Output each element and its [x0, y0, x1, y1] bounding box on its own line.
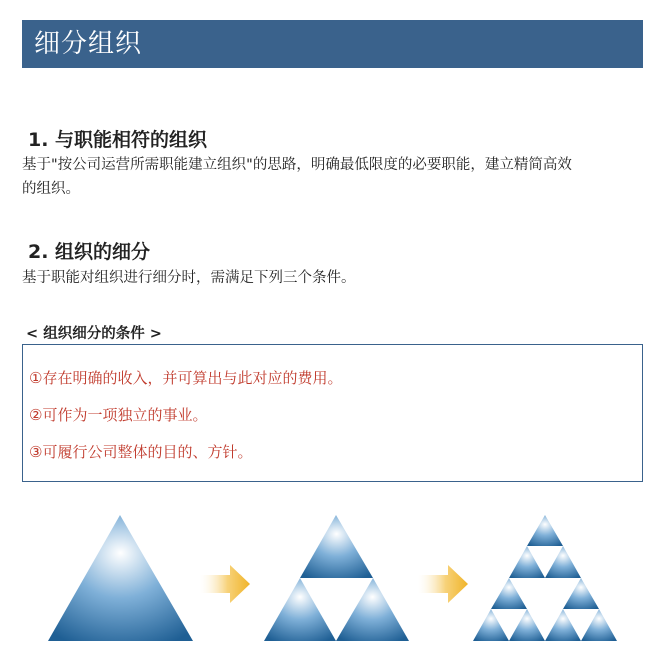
triangle-level-2 [473, 515, 617, 641]
condition-item-1: ①存在明确的收入，并可算出与此对应的费用。 [29, 369, 343, 387]
section1-body [22, 153, 642, 201]
section2-body: 基于职能对组织进行细分时，需满足下列三个条件。 [22, 270, 356, 286]
section2-heading: 2. 组织的细分 [28, 241, 151, 263]
section1-body-line2: 的组织。 [22, 181, 80, 197]
condition-item-2: ②可作为一项独立的事业。 [29, 406, 208, 424]
arrow-right-icon [200, 565, 250, 603]
conditions-box [22, 344, 643, 482]
triangle-level-0 [48, 515, 193, 641]
arrow-right-icon [418, 565, 468, 603]
page-title: 细分组织 [22, 20, 643, 68]
triangle-level-1 [264, 515, 409, 641]
subdivision-diagram [0, 505, 661, 651]
section1-body-line1: 基于"按公司运营所需职能建立组织"的思路，明确最低限度的必要职能，建立精简高效 [22, 157, 572, 173]
section1-heading: 1. 与职能相符的组织 [28, 129, 208, 151]
condition-item-3: ③可履行公司整体的目的、方针。 [29, 443, 253, 461]
conditions-heading: < 组织细分的条件 > [26, 326, 162, 342]
